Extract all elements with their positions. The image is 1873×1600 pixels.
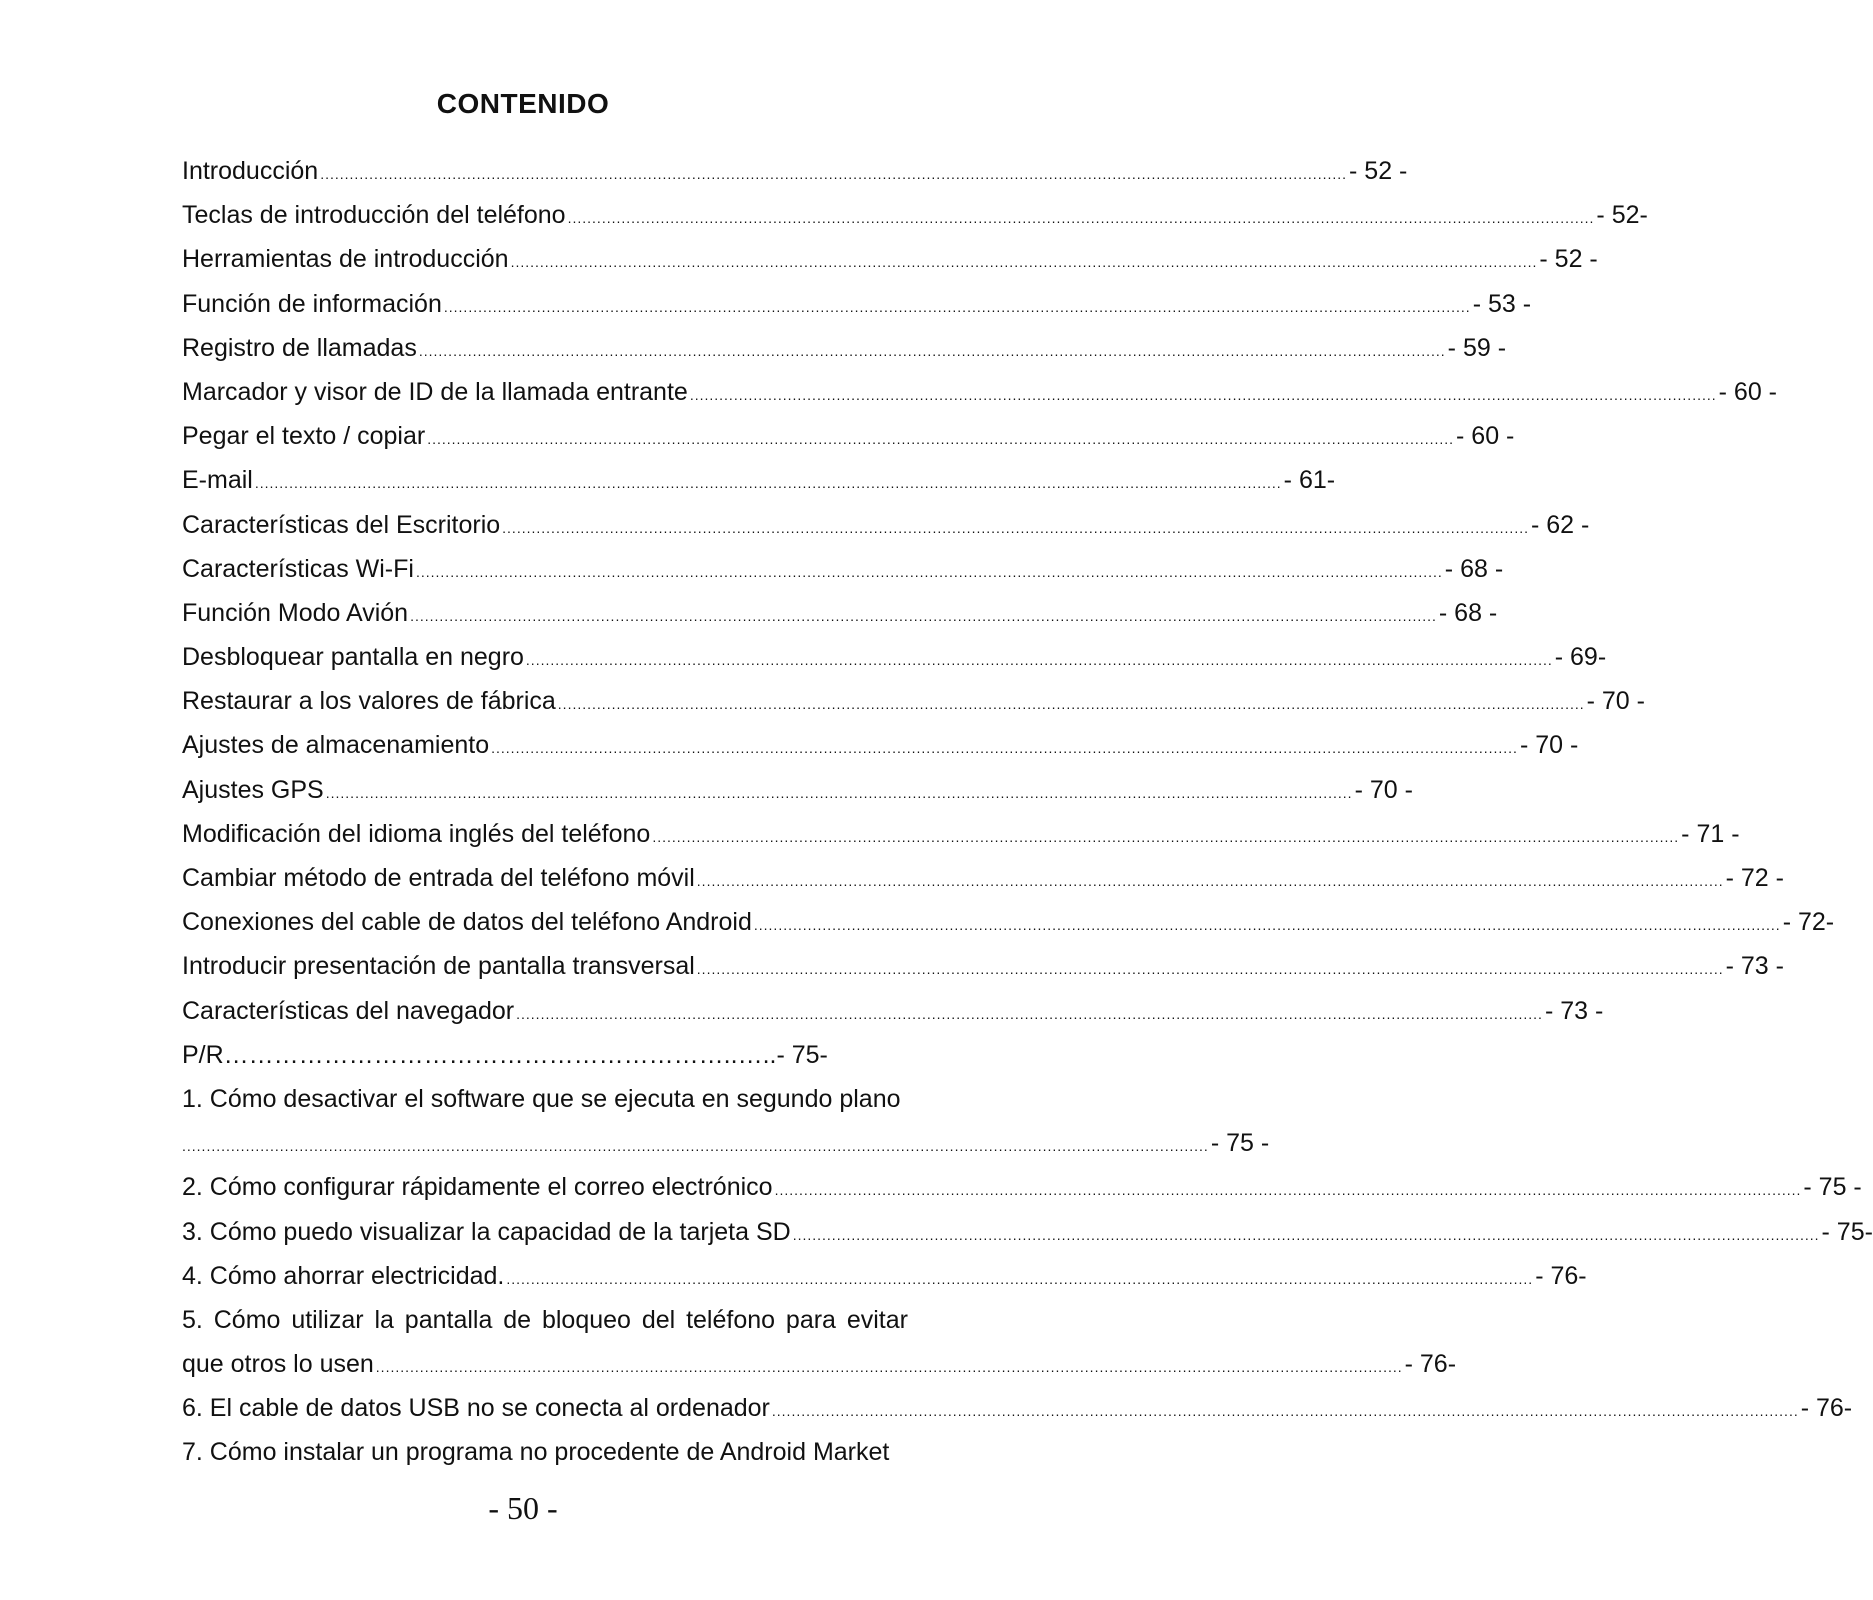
toc-entry: [182, 679, 1645, 723]
dot-leader: ..................................................................................................................................................................................................................: [320, 166, 1348, 182]
toc-entry-page: - 69-: [1554, 643, 1607, 672]
toc-entry-label: Función de información: [182, 289, 442, 318]
toc-entry-faq-7: [182, 1430, 908, 1474]
dot-leader: ..................................................................................................................................................................................................................: [525, 652, 1553, 669]
toc-entry-page: - 75-: [776, 1040, 828, 1069]
toc-entry-page: - 52 -: [1349, 157, 1408, 185]
dot-leader: ..................................................................................................................................................................................................................: [753, 917, 1781, 934]
dot-leader: ..................................................................................................................................................................................................................: [418, 342, 1446, 359]
dot-leader: ..................................................................................................................................................................................................................: [557, 696, 1585, 713]
toc-entry-label: Función Modo Avión: [182, 598, 409, 627]
toc-entry-page: - 53 -: [1472, 289, 1532, 318]
dot-leader: ..................................................................................................................................................................................................................: [510, 254, 1538, 271]
toc-entry-label: que otros lo usen: [182, 1350, 374, 1379]
dot-leader: ..................................................................................................................................................................................................................: [182, 1138, 1209, 1155]
toc-entry-label: Modificación del idioma inglés del teléfono: [182, 819, 651, 848]
toc-entry-label: 7. Cómo instalar un programa no procedente de Android Market: [182, 1438, 890, 1467]
toc-entry-faq-3: [182, 1210, 1873, 1254]
toc-entry-label: Características del Escritorio: [182, 510, 501, 539]
toc-entry-label: Características Wi-Fi: [182, 554, 414, 583]
dot-leader: ..................................................................................................................................................................................................................: [443, 298, 1471, 315]
toc-entry-label: Cambiar método de entrada del teléfono móvil: [182, 864, 695, 892]
toc-entry-page: - 61-: [1283, 466, 1336, 495]
dot-leader: ..................................................................................................................................................................................................................: [567, 210, 1595, 227]
toc-entry-page: - 75 -: [1803, 1173, 1862, 1202]
dot-leader: ..................................................................................................................................................................................................................: [427, 431, 1455, 448]
toc-entry-faq-5-cont: [182, 1342, 1457, 1386]
toc-entry-page: - 72 -: [1725, 864, 1784, 892]
dot-leader: ..................................................................................................................................................................................................................: [375, 1359, 1403, 1376]
toc-entry: [182, 900, 1835, 944]
dot-leader: ..................................................................................................................................................................................................................: [254, 475, 1282, 492]
toc-entry: [182, 414, 1515, 458]
toc-entry-label: Introducción: [182, 157, 319, 185]
dot-leader: ..................................................................................................................................................................................................................: [696, 961, 1724, 978]
toc-entry-label: Pegar el texto / copiar: [182, 422, 426, 451]
toc-entry: [182, 812, 1740, 856]
toc-entry-page: - 62 -: [1530, 510, 1590, 539]
toc-entry-page: - 76-: [1535, 1261, 1587, 1290]
dot-leader: ..................................................................................................................................................................................................................: [774, 1182, 1802, 1199]
dot-leader: ..................................................................................................................................................................................................................: [771, 1403, 1799, 1420]
dot-leader: ..................................................................................................................................................................................................................: [792, 1226, 1820, 1243]
dot-leader: ..................................................................................................................................................................................................................: [491, 740, 1518, 757]
toc-entry-label: 1. Cómo desactivar el software que se ejecuta en segundo plano: [182, 1084, 901, 1113]
toc-entry-page: - 70 -: [1586, 687, 1645, 716]
toc-entry-label: 2. Cómo configurar rápidamente el correo electrónico: [182, 1173, 773, 1202]
toc-entry: [182, 768, 1413, 812]
toc-entry: [182, 193, 1648, 237]
toc-entry: [182, 149, 1408, 193]
dot-leader: ..................................................................................................................................................................................................................: [502, 519, 1529, 536]
toc-entry-label: Restaurar a los valores de fábrica: [182, 687, 556, 716]
dot-leader: ..................................................................................................................................................................................................................: [410, 607, 1437, 624]
toc-entry-page: - 76-: [1404, 1350, 1457, 1379]
toc-entry-page: - 75-: [1821, 1217, 1873, 1246]
page-title: CONTENIDO: [436, 88, 610, 119]
toc-entry-faq-5: [182, 1298, 908, 1342]
dot-leader: ..................................................................................................................................................................................................................: [652, 828, 1680, 845]
toc-entry-label: Herramientas de introducción: [182, 245, 509, 274]
toc-entry-page: - 70 -: [1519, 731, 1579, 760]
toc-entry-label: Ajustes de almacenamiento: [182, 731, 490, 760]
toc-entry-label: Características del navegador: [182, 996, 515, 1025]
toc-entry-label: Teclas de introducción del teléfono: [182, 201, 566, 230]
toc-entry: [182, 503, 1590, 547]
toc-entry-page: - 73 -: [1725, 952, 1784, 981]
toc-entry-faq-4: [182, 1254, 1587, 1298]
toc-entry-label: Desbloquear pantalla en negro: [182, 643, 524, 672]
toc-entry-page: - 72-: [1782, 908, 1835, 937]
toc-entry-label: 6. El cable de datos USB no se conecta al ordenador: [182, 1394, 770, 1423]
toc-entry-faq-1: [182, 1077, 908, 1121]
toc-entry-page: - 68 -: [1444, 554, 1504, 583]
toc-entry-page: - 52-: [1596, 201, 1648, 230]
toc-entry-label: 3. Cómo puedo visualizar la capacidad de la tarjeta SD: [182, 1217, 791, 1246]
toc-entry: [182, 237, 1598, 281]
toc-entry: [182, 370, 1777, 414]
toc-entry-page: - 76-: [1800, 1394, 1853, 1423]
table-of-contents: [182, 149, 1873, 1475]
toc-entry-page: - 60 -: [1456, 422, 1515, 451]
toc-entry-page: - 75 -: [1210, 1129, 1270, 1158]
toc-entry-page: - 71 -: [1681, 819, 1740, 848]
dot-leader: ..................................................................................................................................................................................................................: [689, 386, 1717, 403]
toc-entry: [182, 282, 1532, 326]
dot-leader: ..................................................................................................................................................................................................................: [325, 784, 1353, 801]
dot-leader: ..................................................................................................................................................................................................................: [506, 1270, 1534, 1287]
toc-entry-pr: [182, 1033, 908, 1077]
toc-entry-label: Introducir presentación de pantalla transversal: [182, 952, 695, 981]
toc-entry-page: - 60 -: [1718, 377, 1777, 406]
toc-entry-faq-2: [182, 1165, 1862, 1209]
toc-entry-label: Ajustes GPS: [182, 775, 324, 804]
toc-entry-label: Conexiones del cable de datos del teléfono Android: [182, 908, 752, 937]
toc-entry-page: - 70 -: [1354, 775, 1413, 804]
toc-entry: [182, 944, 1784, 988]
toc-entry: [182, 635, 1607, 679]
toc-entry-label: P/R……………………………………………………..…..: [182, 1040, 777, 1069]
toc-entry: [182, 326, 1507, 370]
toc-entry-page: - 59 -: [1447, 333, 1507, 362]
dot-leader: ..................................................................................................................................................................................................................: [415, 563, 1443, 580]
toc-entry-faq-1-leader: [182, 1121, 1270, 1165]
toc-entry-page: - 52 -: [1539, 245, 1598, 274]
toc-entry-label: 5. Cómo utilizar la pantalla de bloqueo del teléfono para evitar: [182, 1305, 908, 1334]
toc-entry-page: - 68 -: [1438, 598, 1498, 627]
toc-entry: [182, 989, 1604, 1033]
dot-leader: ..................................................................................................................................................................................................................: [696, 873, 1724, 889]
toc-entry-page: - 73 -: [1544, 996, 1604, 1025]
toc-entry: [182, 458, 1336, 502]
toc-entry-label: Registro de llamadas: [182, 333, 417, 362]
dot-leader: ..................................................................................................................................................................................................................: [516, 1005, 1543, 1022]
toc-entry-label: Marcador y visor de ID de la llamada entrante: [182, 377, 688, 406]
page-number: - 50 -: [488, 1490, 558, 1526]
toc-entry: [182, 856, 1784, 900]
toc-entry-faq-6: [182, 1386, 1853, 1430]
toc-entry: [182, 547, 1504, 591]
toc-main-entries: [182, 149, 1835, 1033]
toc-entry: [182, 723, 1579, 767]
toc-entry: [182, 591, 1498, 635]
toc-entry-label: E-mail: [182, 466, 253, 495]
toc-entry-label: 4. Cómo ahorrar electricidad.: [182, 1261, 505, 1290]
